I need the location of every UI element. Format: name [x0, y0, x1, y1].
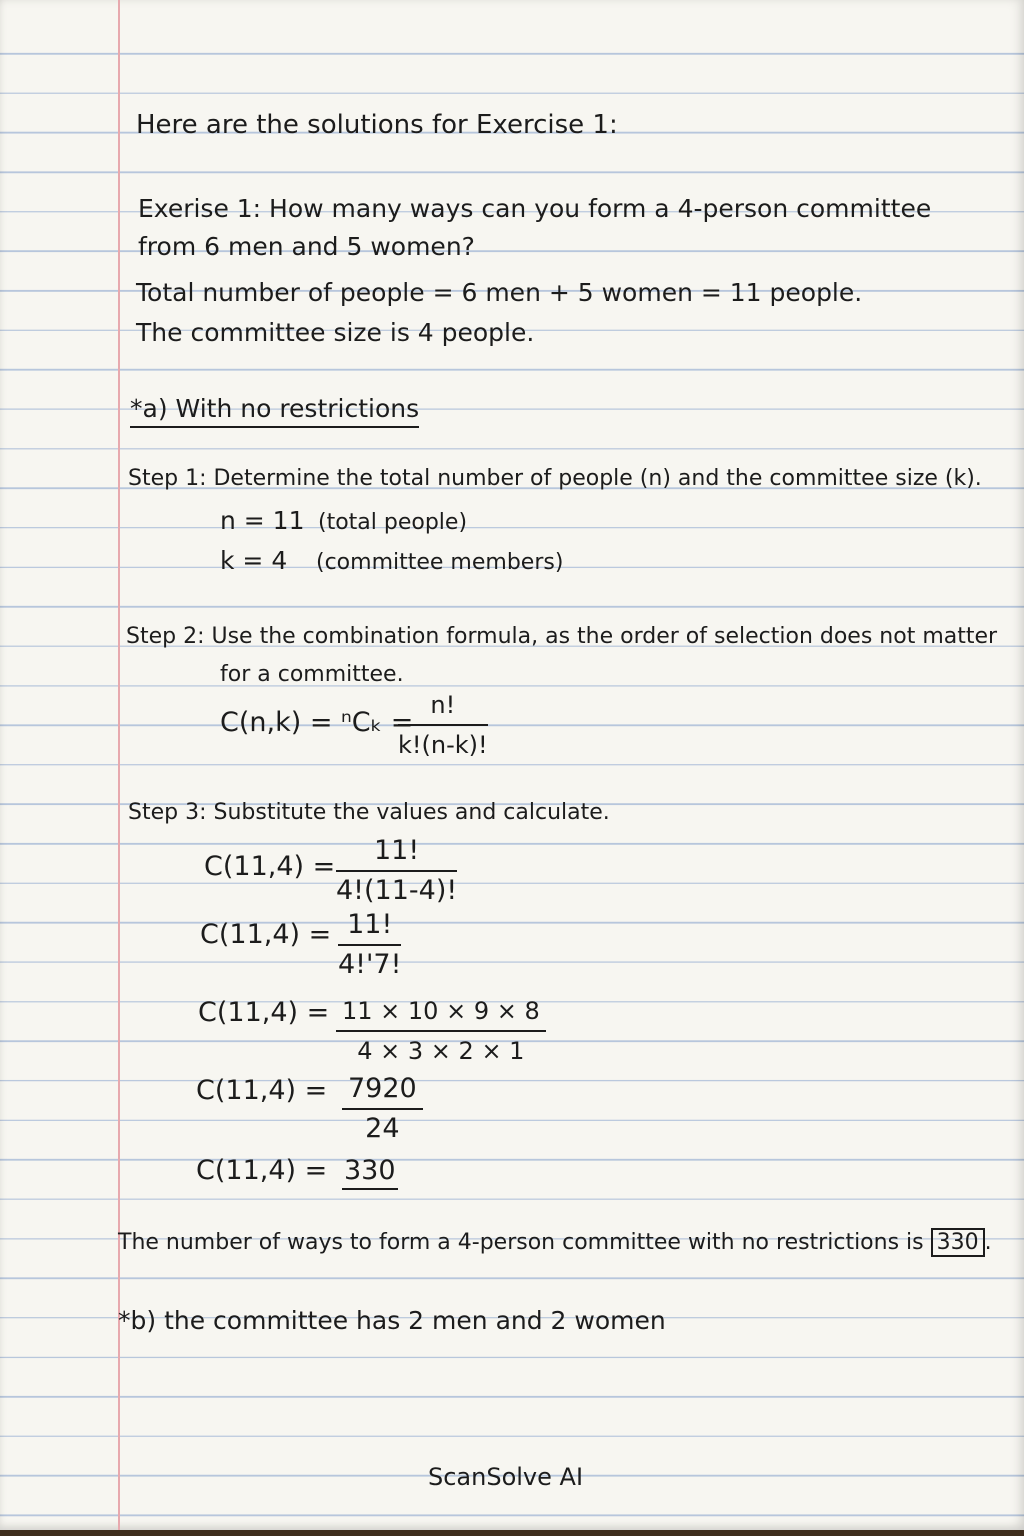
calc-lhs-5: C(11,4) = [196, 1155, 328, 1186]
calc-fraction-2 [338, 910, 401, 980]
calc-denominator-2: 4!'7! [338, 949, 402, 980]
boxed-answer: 330 [931, 1228, 985, 1257]
calc-numerator-1: 11! [336, 836, 457, 872]
margin-line [118, 0, 120, 1530]
step2-line-2: for a committee. [220, 662, 404, 687]
exercise-line-1: Exerise 1: How many ways can you form a 4-person committee [138, 194, 932, 223]
calc-numerator-3: 11 × 10 × 9 × 8 [336, 996, 546, 1032]
part-a-conclusion [118, 1228, 992, 1258]
calc-denominator-1: 4!(11-4)! [336, 875, 458, 906]
step1-n-note: (total people) [318, 510, 468, 535]
part-a-heading: *a) With no restrictions [130, 394, 419, 428]
step2-line-1: Step 2: Use the combination formula, as the order of selection does not matter [126, 624, 998, 649]
exercise-line-3: Total number of people = 6 men + 5 women = 11 people. [136, 278, 863, 307]
step1-n-equation: n = 11 [220, 506, 305, 535]
conclusion-period: . [984, 1230, 992, 1255]
step3-title: Step 3: Substitute the values and calculate. [128, 800, 610, 825]
calc-denominator-4: 24 [365, 1113, 400, 1144]
calc-numerator-2: 11! [338, 910, 401, 946]
calc-lhs-2: C(11,4) = [200, 919, 332, 950]
step1-k-note: (committee members) [316, 550, 564, 575]
calc-numerator-4: 7920 [342, 1074, 423, 1110]
calc-fraction-3 [336, 996, 546, 1066]
calc-lhs-4: C(11,4) = [196, 1075, 328, 1106]
step1-k-equation: k = 4 [220, 546, 288, 575]
calc-fraction-4 [342, 1074, 423, 1144]
exercise-line-2: from 6 men and 5 women? [138, 232, 475, 261]
conclusion-text: The number of ways to form a 4-person committee with no restrictions is [118, 1230, 924, 1255]
part-b-heading: *b) the committee has 2 men and 2 women [118, 1306, 666, 1335]
calc-lhs-1: C(11,4) = [204, 851, 336, 882]
calc-lhs-3: C(11,4) = [198, 997, 330, 1028]
calc-result: 330 [342, 1156, 398, 1190]
calc-denominator-3: 4 × 3 × 2 × 1 [357, 1037, 525, 1065]
signature-text: ScanSolve AI [428, 1463, 584, 1491]
calc-fraction-1 [336, 836, 457, 906]
formula-fraction [398, 690, 488, 760]
desk-edge [0, 1530, 1024, 1536]
formula-denominator: k!(n-k)! [398, 731, 488, 759]
step1-title: Step 1: Determine the total number of people (n) and the committee size (k). [128, 466, 982, 491]
formula-lhs: C(n,k) = ⁿCₖ = [220, 707, 414, 738]
exercise-line-4: The committee size is 4 people. [136, 318, 535, 347]
intro-line: Here are the solutions for Exercise 1: [136, 110, 618, 140]
formula-numerator: n! [398, 690, 488, 726]
